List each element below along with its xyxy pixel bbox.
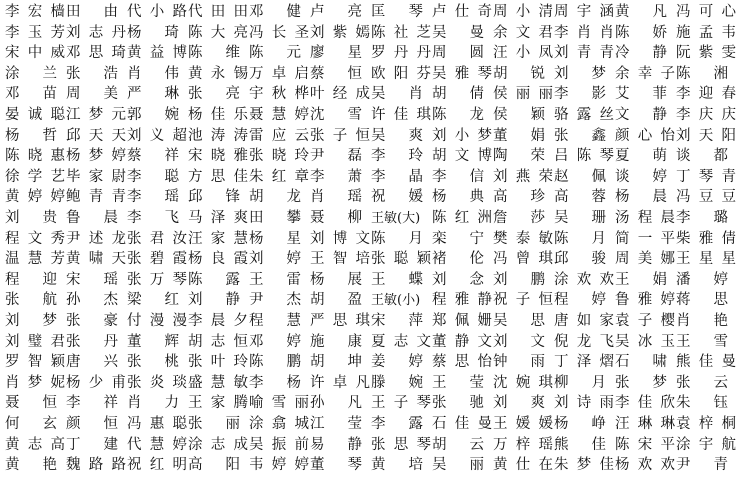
name-cell: 杨佳乐 [188, 107, 248, 123]
name-cell: 肖伟 [127, 65, 179, 82]
name-cell: 喻雪丽 [249, 395, 309, 412]
name-cell: 吴振前 [249, 436, 309, 453]
name-cell: 罗丹丹 [371, 45, 431, 62]
name-cell: 刘青青 [554, 45, 614, 62]
name-cell: 祝红明 [127, 457, 187, 474]
name-cell: 柴雅倩 [676, 230, 736, 247]
name-cell: 李迎春 [676, 86, 736, 103]
name-cell: 吴思 [493, 313, 545, 329]
name-cell: 杨少甫 [66, 374, 126, 391]
name-cell: 毕家尉 [66, 168, 126, 185]
name-cell: 邓思琦 [66, 45, 126, 62]
name-cell: 涂欢欢 [554, 271, 614, 288]
name-cell: 黄永锡 [188, 65, 248, 82]
name-cell: 张聪颖 [371, 251, 431, 268]
name-cell: 杨琦 [127, 24, 179, 41]
name-cell: 刘贵 [5, 210, 57, 226]
name-cell: 朱红章 [249, 168, 309, 185]
name-cell: 李庆庆 [676, 107, 736, 123]
name-cell: 张航 [5, 292, 57, 309]
name-row [0, 1, 736, 24]
name-cell: 胡锐 [493, 65, 545, 82]
name-cell: 夏志文 [371, 333, 431, 350]
name-cell: 吴曼 [432, 24, 484, 41]
name-cell: 易静 [310, 436, 362, 453]
name-cell: 蔡思怡 [432, 354, 492, 371]
name-cell: 聂柳 [310, 210, 362, 226]
name-row [0, 186, 736, 209]
name-cell: 张丽 [188, 416, 240, 432]
name-cell: 滕婉 [371, 374, 423, 391]
name-cell: 蒋思 [676, 292, 728, 309]
name-cell: 胡盈 [310, 292, 362, 309]
name-cell: 盛慧敏 [188, 374, 248, 391]
name-cell: 李祥 [66, 395, 118, 412]
name-cell: 柳月 [554, 374, 606, 391]
name-cell: 简一平 [615, 230, 675, 247]
name-cell: 李飞 [127, 210, 179, 226]
name-cell: 黄培 [371, 457, 423, 474]
name-cell: 代田田 [188, 4, 248, 20]
name-cell: 邓苗 [5, 86, 57, 103]
name-cell: 张碧霞 [127, 251, 187, 268]
name-cell: 李聪 [127, 168, 179, 185]
name-row [0, 42, 736, 65]
name-cell: 吴肖 [371, 86, 423, 103]
name-cell: 阮紫雯 [676, 45, 736, 62]
name-cell: 杨晨 [615, 189, 667, 206]
name-cell: 王媛媛 [493, 416, 553, 432]
name-cell: 涂兰 [5, 65, 57, 82]
name-cell: 冯惠聪 [127, 416, 187, 432]
name-cell: 王家腾 [188, 395, 248, 412]
name-row [0, 248, 736, 271]
name-row [0, 289, 728, 312]
name-cell: 余幸子 [615, 65, 675, 82]
name-cell: 杨星 [249, 230, 301, 247]
name-row [0, 22, 736, 45]
name-cell: 张万琴 [127, 271, 187, 288]
name-cell: 汪小凤 [493, 45, 553, 62]
name-cell: 聂慧婷 [249, 107, 309, 123]
name-cell: 张云 [676, 374, 728, 391]
name-cell: 李佳欣 [615, 395, 675, 412]
name-cell: 刘紫嫣 [310, 24, 370, 41]
name-cell: 张叶玲 [188, 354, 248, 371]
name-cell: 冯长圣 [249, 24, 309, 41]
name-cell: 陈龙 [432, 107, 484, 123]
name-cell: 沈婉琪 [493, 374, 553, 391]
name-cell: 刘璧君 [5, 333, 65, 350]
name-cell: 张炎琰 [127, 374, 187, 391]
name-cell: 陈维 [188, 45, 240, 62]
name-cell: 刘燕荣 [493, 168, 553, 185]
name-cell: 张豪 [66, 313, 118, 329]
name-cell: 黄凡 [615, 4, 667, 20]
name-cell: 蔡祥 [127, 148, 179, 165]
name-cell: 尹杰 [249, 292, 301, 309]
name-cell: 马泽爽 [188, 210, 248, 226]
name-cell: 刘梦 [5, 313, 57, 329]
name-cell: 张晓玲 [249, 148, 309, 165]
name-cell: 陈露 [188, 271, 240, 288]
name-cell: 唐兴 [66, 354, 118, 371]
name-cell: 邱骏 [554, 251, 606, 268]
name-cell: 江莹 [310, 416, 362, 432]
name-cell: 梁红 [127, 292, 179, 309]
name-cell: 鲍青青 [66, 189, 126, 206]
name-cell: 石佳曼 [432, 416, 492, 432]
name-cell: 董琴 [310, 457, 362, 474]
name-cell: 卢仕奇 [432, 4, 492, 20]
name-cell: 刘文 [493, 333, 545, 350]
name-cell: 颜恒 [66, 416, 118, 432]
name-cell: 江梦元 [66, 107, 126, 123]
name-cell: 聂恒 [5, 395, 57, 412]
name-cell: 姜婷 [371, 354, 423, 371]
name-cell: 刘静 [188, 292, 240, 309]
name-cell: 胡倩 [432, 86, 484, 103]
name-cell: 邓健 [249, 4, 301, 20]
name-cell: 池涛涛 [188, 127, 248, 144]
name-cell: 何玄 [5, 416, 57, 432]
name-cell: 朱梦佳 [554, 457, 614, 474]
name-cell: 高阳 [188, 457, 240, 474]
name-cell: 杨良霞 [188, 251, 248, 268]
name-cell: 张梦 [615, 374, 667, 391]
name-cell: 王敏(小) [371, 293, 421, 309]
name-cell: 陈宋平 [615, 436, 675, 453]
name-row [0, 207, 728, 230]
name-cell: 朱钰 [676, 395, 728, 412]
name-cell: 杨梦婷 [66, 148, 126, 165]
name-cell: 程慧 [249, 313, 301, 329]
name-cell: 刘念 [432, 271, 484, 288]
name-cell: 陈社芝 [371, 24, 431, 41]
name-cell: 万卓启 [249, 65, 309, 82]
name-cell: 文静 [615, 107, 667, 123]
name-cell: 汪家慧 [188, 230, 248, 247]
name-cell: 涂志成 [188, 436, 248, 453]
name-cell: 匡琴 [371, 4, 423, 20]
name-cell: 陈月 [554, 230, 606, 247]
name-cell: 丁建 [66, 436, 118, 453]
name-cell: 尹磊 [310, 148, 362, 165]
name-cell: 魏路路 [66, 457, 126, 474]
name-cell: 沈雪 [310, 107, 362, 123]
name-cell: 万梓瑶 [493, 436, 553, 453]
name-cell: 杨典 [432, 189, 484, 206]
name-cell: 李杨 [249, 374, 301, 391]
name-cell: 周宇涵 [554, 4, 614, 20]
name-cell: 刘鹏 [493, 271, 545, 288]
name-cell: 尹述龙 [66, 230, 126, 247]
name-cell: 陈晓惠 [5, 148, 65, 165]
name-cell: 胡志恒 [188, 333, 248, 350]
name-cell: 宋晓雅 [188, 148, 248, 165]
name-cell: 吴丽 [432, 457, 484, 474]
name-cell: 冯曾琪 [493, 251, 553, 268]
name-row [0, 145, 728, 168]
name-cell: 李露 [371, 416, 423, 432]
name-cell: 汤程晨 [615, 210, 675, 226]
name-cell: 严琳 [127, 86, 179, 103]
name-cell: 代慧婷 [127, 436, 187, 453]
name-cell: 黄益博 [127, 45, 187, 62]
name-cell: 田攀 [249, 210, 301, 226]
name-cell: 方思佳 [188, 168, 248, 185]
name-cell: 邱锋 [188, 189, 240, 206]
name-cell: 刘梦 [554, 65, 606, 82]
name-cell: 王敏(大) [371, 211, 421, 226]
name-cell: 陈娇 [615, 24, 667, 41]
name-cell: 晏诚聪 [5, 107, 65, 123]
name-cell: 雷应云 [249, 127, 309, 144]
name-cell: 潘婷 [676, 271, 728, 288]
name-cell: 肖瑶 [310, 189, 362, 206]
name-cell: 张君汝 [127, 230, 187, 247]
name-cell: 廖星 [310, 45, 362, 62]
name-cell: 陈月 [371, 230, 423, 247]
name-cell: 李萧 [310, 168, 362, 185]
name-cell: 欧阳芬 [371, 65, 431, 82]
name-cell: 刘志丹 [66, 24, 126, 41]
name-cell: 胡龙 [249, 189, 301, 206]
name-cell: 樊泰敏 [493, 230, 553, 247]
name-cell: 刘义超 [127, 127, 187, 144]
name-cell: 钟雨 [493, 354, 545, 371]
name-cell: 汪琳琳 [615, 416, 675, 432]
name-cell: 王蝶 [371, 271, 423, 288]
name-cell: 罗智颖 [5, 354, 65, 371]
name-cell: 吕陈琴 [554, 148, 614, 165]
name-cell: 王雪 [676, 333, 728, 350]
name-cell: 周美 [66, 86, 118, 103]
name-cell: 袁梓桐 [676, 416, 736, 432]
name-cell: 周美娜 [615, 251, 675, 268]
name-cell: 许佳琪 [371, 107, 431, 123]
name-cell: 陈湘 [676, 65, 728, 82]
name-cell: 李璐 [676, 210, 728, 226]
name-row [0, 228, 736, 251]
name-cell: 田由 [66, 4, 118, 20]
name-cell: 肖力 [127, 395, 179, 412]
name-cell: 詹莎 [493, 210, 545, 226]
name-row [0, 83, 736, 106]
name-cell: 叶经成 [310, 86, 370, 103]
name-cell: 吴雅琴 [432, 65, 492, 82]
name-row [0, 434, 736, 457]
name-cell: 杨哲 [5, 127, 57, 144]
name-cell: 高珍 [493, 189, 545, 206]
name-cell: 张亮 [188, 86, 240, 103]
name-cell: 张丹 [66, 333, 118, 350]
name-cell: 李晶 [371, 168, 423, 185]
name-cell: 倪龙飞 [554, 333, 614, 350]
name-cell: 李玉芳 [5, 24, 65, 41]
name-cell: 熊佳曼 [676, 354, 736, 371]
name-cell: 夏萌 [615, 148, 667, 165]
name-cell: 刘小梦 [432, 127, 492, 144]
name-cell: 涂翕城 [249, 416, 309, 432]
name-cell: 温慧芳 [5, 251, 65, 268]
name-cell: 祝媛 [371, 189, 423, 206]
name-cell: 王星星 [676, 251, 736, 268]
name-row [0, 392, 728, 415]
name-cell: 涂宇航 [676, 436, 736, 453]
name-cell: 张驰 [432, 395, 484, 412]
name-cell: 冷静 [615, 45, 667, 62]
name-row [0, 310, 728, 333]
name-cell: 董娟 [493, 127, 545, 144]
name-cell: 祝子恒 [493, 292, 553, 309]
name-cell: 肖梦妮 [5, 374, 65, 391]
name-cell: 颜心怡 [615, 127, 675, 144]
name-cell: 黄啸天 [66, 251, 126, 268]
name-cell: 付漫漫 [127, 313, 187, 329]
name-cell: 黄艳 [5, 457, 57, 474]
name-cell: 代小路 [127, 4, 187, 20]
name-cell: 施康 [310, 333, 362, 350]
name-cell: 杨欢欢 [615, 457, 675, 474]
name-cell: 郭婉 [127, 107, 179, 123]
name-cell: 王智培 [310, 251, 370, 268]
name-cell: 鲁雅婷 [615, 292, 675, 309]
name-cell: 李影 [554, 86, 606, 103]
name-cell: 余文君 [493, 24, 553, 41]
name-cell: 宋瑶 [66, 271, 118, 288]
name-cell: 陈大亮 [188, 24, 248, 41]
name-cell: 陈元 [249, 45, 301, 62]
name-row [0, 63, 728, 86]
name-cell: 高蓉 [554, 189, 606, 206]
name-cell: 黄志高 [5, 436, 65, 453]
name-cell: 赵佩 [554, 168, 606, 185]
name-cell: 韦婷婷 [249, 457, 309, 474]
name-cell: 陶荣 [493, 148, 545, 165]
name-row [0, 454, 728, 477]
name-cell: 董辉 [127, 333, 179, 350]
name-cell: 尹青 [676, 457, 728, 474]
name-cell: 胡云 [432, 436, 484, 453]
name-cell: 郑佩姗 [432, 313, 492, 329]
name-row [0, 351, 736, 374]
name-cell: 宇秋桦 [249, 86, 309, 103]
name-cell: 程文秀 [5, 230, 65, 247]
name-cell: 张浩 [66, 65, 118, 82]
name-cell: 刘爽 [493, 395, 545, 412]
name-cell: 袁子樱 [615, 313, 675, 329]
name-cell: 邱天天 [66, 127, 126, 144]
name-cell: 徐学艺 [5, 168, 65, 185]
name-cell: 李玲 [371, 148, 423, 165]
name-cell: 张桃 [127, 354, 179, 371]
name-cell: 栾宁 [432, 230, 484, 247]
name-cell: 吴冰玉 [615, 333, 675, 350]
name-cell: 陈鹏 [249, 354, 301, 371]
name-cell: 刘博文 [310, 230, 370, 247]
name-cell: 程迎 [5, 271, 57, 288]
name-cell: 王子琴 [371, 395, 431, 412]
name-cell: 严思琪 [310, 313, 370, 329]
name-cell: 熊佳 [554, 436, 606, 453]
name-cell: 石啸 [615, 354, 667, 371]
name-cell: 王雷 [249, 271, 301, 288]
name-row [0, 269, 728, 292]
name-cell: 程婷 [554, 292, 606, 309]
name-cell: 吴珊 [554, 210, 606, 226]
name-cell: 胡坤 [310, 354, 362, 371]
name-cell: 张鑫 [554, 127, 606, 144]
name-cell: 丁琴青 [676, 168, 736, 185]
name-cell: 侯颖 [493, 107, 545, 123]
name-cell: 刘诗雨 [554, 395, 614, 412]
name-cell: 杨展 [310, 271, 362, 288]
name-cell: 宋萍 [371, 313, 423, 329]
name-cell: 刘婷 [249, 251, 301, 268]
name-cell: 陈红洲 [432, 210, 492, 226]
name-cell: 孙杰 [66, 292, 118, 309]
name-cell: 周圆 [432, 45, 484, 62]
name-cell: 卢亮 [310, 4, 362, 20]
name-cell: 丁泽熠 [554, 354, 614, 371]
name-cell: 侯丽丽 [493, 86, 553, 103]
name-cell: 唐如家 [554, 313, 614, 329]
name-cell: 王莹 [432, 374, 484, 391]
name-cell: 许卓凡 [310, 374, 370, 391]
name-row [0, 331, 728, 354]
name-row [0, 125, 736, 148]
name-cell: 李瑶 [127, 189, 179, 206]
name-cell: 李宏樯 [5, 4, 65, 20]
name-cell: 王娟 [615, 271, 667, 288]
name-cell: 刘天阳 [676, 127, 736, 144]
name-row [0, 166, 736, 189]
name-cell: 谈婷 [615, 168, 667, 185]
name-cell: 李信 [432, 168, 484, 185]
name-cell: 胡文博 [432, 148, 492, 165]
name-cell: 黄婷婷 [5, 189, 65, 206]
name-cell: 蔡恒 [310, 65, 362, 82]
name-cell: 程雅静 [432, 292, 492, 309]
name-cell: 艾菲 [615, 86, 667, 103]
name-cell: 吴爽 [371, 127, 423, 144]
name-cell: 冯豆豆 [676, 189, 736, 206]
name-cell: 肖艳 [676, 313, 728, 329]
name-cell: 谈都 [676, 148, 728, 165]
name-cell: 冯可心 [676, 4, 736, 20]
name-cell: 邓婷 [249, 333, 301, 350]
name-cell: 李晨夕 [188, 313, 248, 329]
name-cell: 黄仕在 [493, 457, 553, 474]
name-cell: 董静文 [432, 333, 492, 350]
name-cell: 鲁晨 [66, 210, 118, 226]
name-row [0, 372, 728, 395]
name-cell: 张思琴 [371, 436, 431, 453]
name-row [0, 104, 736, 127]
name-cell: 李肖肖 [554, 24, 614, 41]
name-cell: 周小清 [493, 4, 553, 20]
name-cell: 杨峥 [554, 416, 606, 432]
name-cell: 施孟韦 [676, 24, 736, 41]
name-cell: 宋中威 [5, 45, 65, 62]
name-cell: 褚伦 [432, 251, 484, 268]
name-cell: 张子恒 [310, 127, 370, 144]
name-row [0, 413, 736, 436]
name-cell: 孙凡 [310, 395, 362, 412]
name-cell: 骆露丝 [554, 107, 614, 123]
